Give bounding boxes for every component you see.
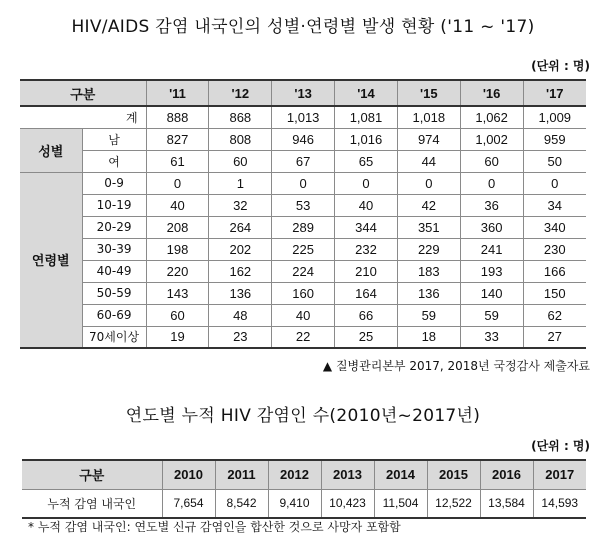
age-cell: 40 — [146, 194, 209, 216]
total-row — [20, 106, 586, 128]
age-row — [20, 326, 586, 348]
age-cell: 0 — [146, 172, 209, 194]
age-cell: 198 — [146, 238, 209, 260]
age-cell: 18 — [397, 326, 460, 348]
age-label: 30-39 — [82, 238, 146, 260]
age-row — [20, 238, 586, 260]
age-cell: 193 — [460, 260, 523, 282]
age-cell: 42 — [397, 194, 460, 216]
age-cell: 60 — [146, 304, 209, 326]
age-cell: 136 — [209, 282, 272, 304]
header-year: 2014 — [374, 460, 427, 489]
sex-label: 여 — [82, 150, 146, 172]
sex-cell: 808 — [209, 128, 272, 150]
age-cell: 264 — [209, 216, 272, 238]
table1-unit: (단위 : 명) — [531, 59, 590, 73]
age-cell: 351 — [397, 216, 460, 238]
age-row — [20, 260, 586, 282]
sex-cell: 67 — [272, 150, 335, 172]
cumulative-cell: 12,522 — [427, 489, 480, 518]
sex-label: 남 — [82, 128, 146, 150]
age-label: 60-69 — [82, 304, 146, 326]
table2-header-row — [22, 460, 586, 489]
age-row — [20, 282, 586, 304]
header-year: 2011 — [215, 460, 268, 489]
age-cell: 0 — [460, 172, 523, 194]
total-cell: 1,009 — [523, 106, 586, 128]
age-cell: 166 — [523, 260, 586, 282]
sex-cell: 44 — [397, 150, 460, 172]
age-label: 70세이상 — [82, 326, 146, 348]
cumulative-hiv-table — [22, 459, 586, 519]
sex-cell: 61 — [146, 150, 209, 172]
age-cell: 340 — [523, 216, 586, 238]
header-year: 2017 — [533, 460, 586, 489]
age-row — [20, 172, 586, 194]
age-row — [20, 194, 586, 216]
sex-row — [20, 150, 586, 172]
age-label: 10-19 — [82, 194, 146, 216]
age-cell: 210 — [335, 260, 398, 282]
header-year: '15 — [397, 80, 460, 106]
age-cell: 53 — [272, 194, 335, 216]
age-cell: 183 — [397, 260, 460, 282]
age-cell: 59 — [460, 304, 523, 326]
age-cell: 241 — [460, 238, 523, 260]
total-cell: 1,081 — [335, 106, 398, 128]
sex-cell: 60 — [209, 150, 272, 172]
age-cell: 33 — [460, 326, 523, 348]
age-cell: 23 — [209, 326, 272, 348]
header-year: '17 — [523, 80, 586, 106]
age-group-label: 연령별 — [20, 172, 82, 348]
age-cell: 229 — [397, 238, 460, 260]
age-cell: 202 — [209, 238, 272, 260]
table2-footnote: * 누적 감염 내국인: 연도별 신규 감염인을 합산한 것으로 사망자 포함함 — [28, 520, 401, 534]
age-cell: 220 — [146, 260, 209, 282]
age-cell: 48 — [209, 304, 272, 326]
total-label: 계 — [20, 106, 146, 128]
age-cell: 162 — [209, 260, 272, 282]
age-row — [20, 216, 586, 238]
header-category: 구분 — [20, 80, 146, 106]
age-cell: 160 — [272, 282, 335, 304]
age-label: 0-9 — [82, 172, 146, 194]
total-cell: 1,013 — [272, 106, 335, 128]
table2-title: 연도별 누적 HIV 감염인 수(2010년~2017년) — [125, 406, 481, 426]
sex-cell: 827 — [146, 128, 209, 150]
table2-unit: (단위 : 명) — [531, 439, 590, 453]
sex-cell: 946 — [272, 128, 335, 150]
age-label: 20-29 — [82, 216, 146, 238]
header-year: '12 — [209, 80, 272, 106]
cumulative-label: 누적 감염 내국인 — [22, 489, 162, 518]
table1-header-row — [20, 80, 586, 106]
table1-title: HIV/AIDS 감염 내국인의 성별·연령별 발생 현황 ('11 ~ '17) — [71, 17, 535, 37]
sex-cell: 60 — [460, 150, 523, 172]
age-cell: 225 — [272, 238, 335, 260]
total-cell: 1,018 — [397, 106, 460, 128]
age-cell: 344 — [335, 216, 398, 238]
age-cell: 360 — [460, 216, 523, 238]
age-cell: 140 — [460, 282, 523, 304]
header-year: 2015 — [427, 460, 480, 489]
age-cell: 136 — [397, 282, 460, 304]
header-year: 2013 — [321, 460, 374, 489]
sex-row — [20, 128, 586, 150]
header-category: 구분 — [22, 460, 162, 489]
sex-cell: 65 — [335, 150, 398, 172]
age-cell: 62 — [523, 304, 586, 326]
age-cell: 0 — [335, 172, 398, 194]
age-cell: 40 — [272, 304, 335, 326]
cumulative-cell: 9,410 — [268, 489, 321, 518]
age-cell: 150 — [523, 282, 586, 304]
age-cell: 0 — [523, 172, 586, 194]
total-cell: 888 — [146, 106, 209, 128]
sex-cell: 50 — [523, 150, 586, 172]
age-cell: 40 — [335, 194, 398, 216]
sex-cell: 974 — [397, 128, 460, 150]
age-label: 50-59 — [82, 282, 146, 304]
header-year: '13 — [272, 80, 335, 106]
age-cell: 25 — [335, 326, 398, 348]
age-cell: 22 — [272, 326, 335, 348]
cumulative-cell: 11,504 — [374, 489, 427, 518]
cumulative-cell: 10,423 — [321, 489, 374, 518]
cumulative-cell: 13,584 — [480, 489, 533, 518]
age-label: 40-49 — [82, 260, 146, 282]
age-cell: 27 — [523, 326, 586, 348]
cumulative-cell: 8,542 — [215, 489, 268, 518]
header-year: 2012 — [268, 460, 321, 489]
age-cell: 59 — [397, 304, 460, 326]
age-cell: 164 — [335, 282, 398, 304]
age-cell: 232 — [335, 238, 398, 260]
total-cell: 1,062 — [460, 106, 523, 128]
header-year: '14 — [335, 80, 398, 106]
age-cell: 66 — [335, 304, 398, 326]
age-cell: 224 — [272, 260, 335, 282]
header-year: '16 — [460, 80, 523, 106]
header-year: 2016 — [480, 460, 533, 489]
age-cell: 1 — [209, 172, 272, 194]
age-cell: 19 — [146, 326, 209, 348]
total-cell: 868 — [209, 106, 272, 128]
age-cell: 36 — [460, 194, 523, 216]
cumulative-cell: 14,593 — [533, 489, 586, 518]
header-year: 2010 — [162, 460, 215, 489]
age-cell: 208 — [146, 216, 209, 238]
age-cell: 143 — [146, 282, 209, 304]
sex-cell: 1,002 — [460, 128, 523, 150]
age-cell: 230 — [523, 238, 586, 260]
age-cell: 289 — [272, 216, 335, 238]
sex-group-label: 성별 — [20, 128, 82, 172]
cumulative-cell: 7,654 — [162, 489, 215, 518]
age-cell: 34 — [523, 194, 586, 216]
age-cell: 32 — [209, 194, 272, 216]
table1-source-note: ▲ 질병관리본부 2017, 2018년 국정감사 제출자료 — [322, 359, 590, 373]
sex-cell: 959 — [523, 128, 586, 150]
sex-cell: 1,016 — [335, 128, 398, 150]
age-row — [20, 304, 586, 326]
cumulative-row — [22, 489, 586, 518]
age-cell: 0 — [272, 172, 335, 194]
hiv-sex-age-table — [20, 79, 586, 349]
header-year: '11 — [146, 80, 209, 106]
age-cell: 0 — [397, 172, 460, 194]
